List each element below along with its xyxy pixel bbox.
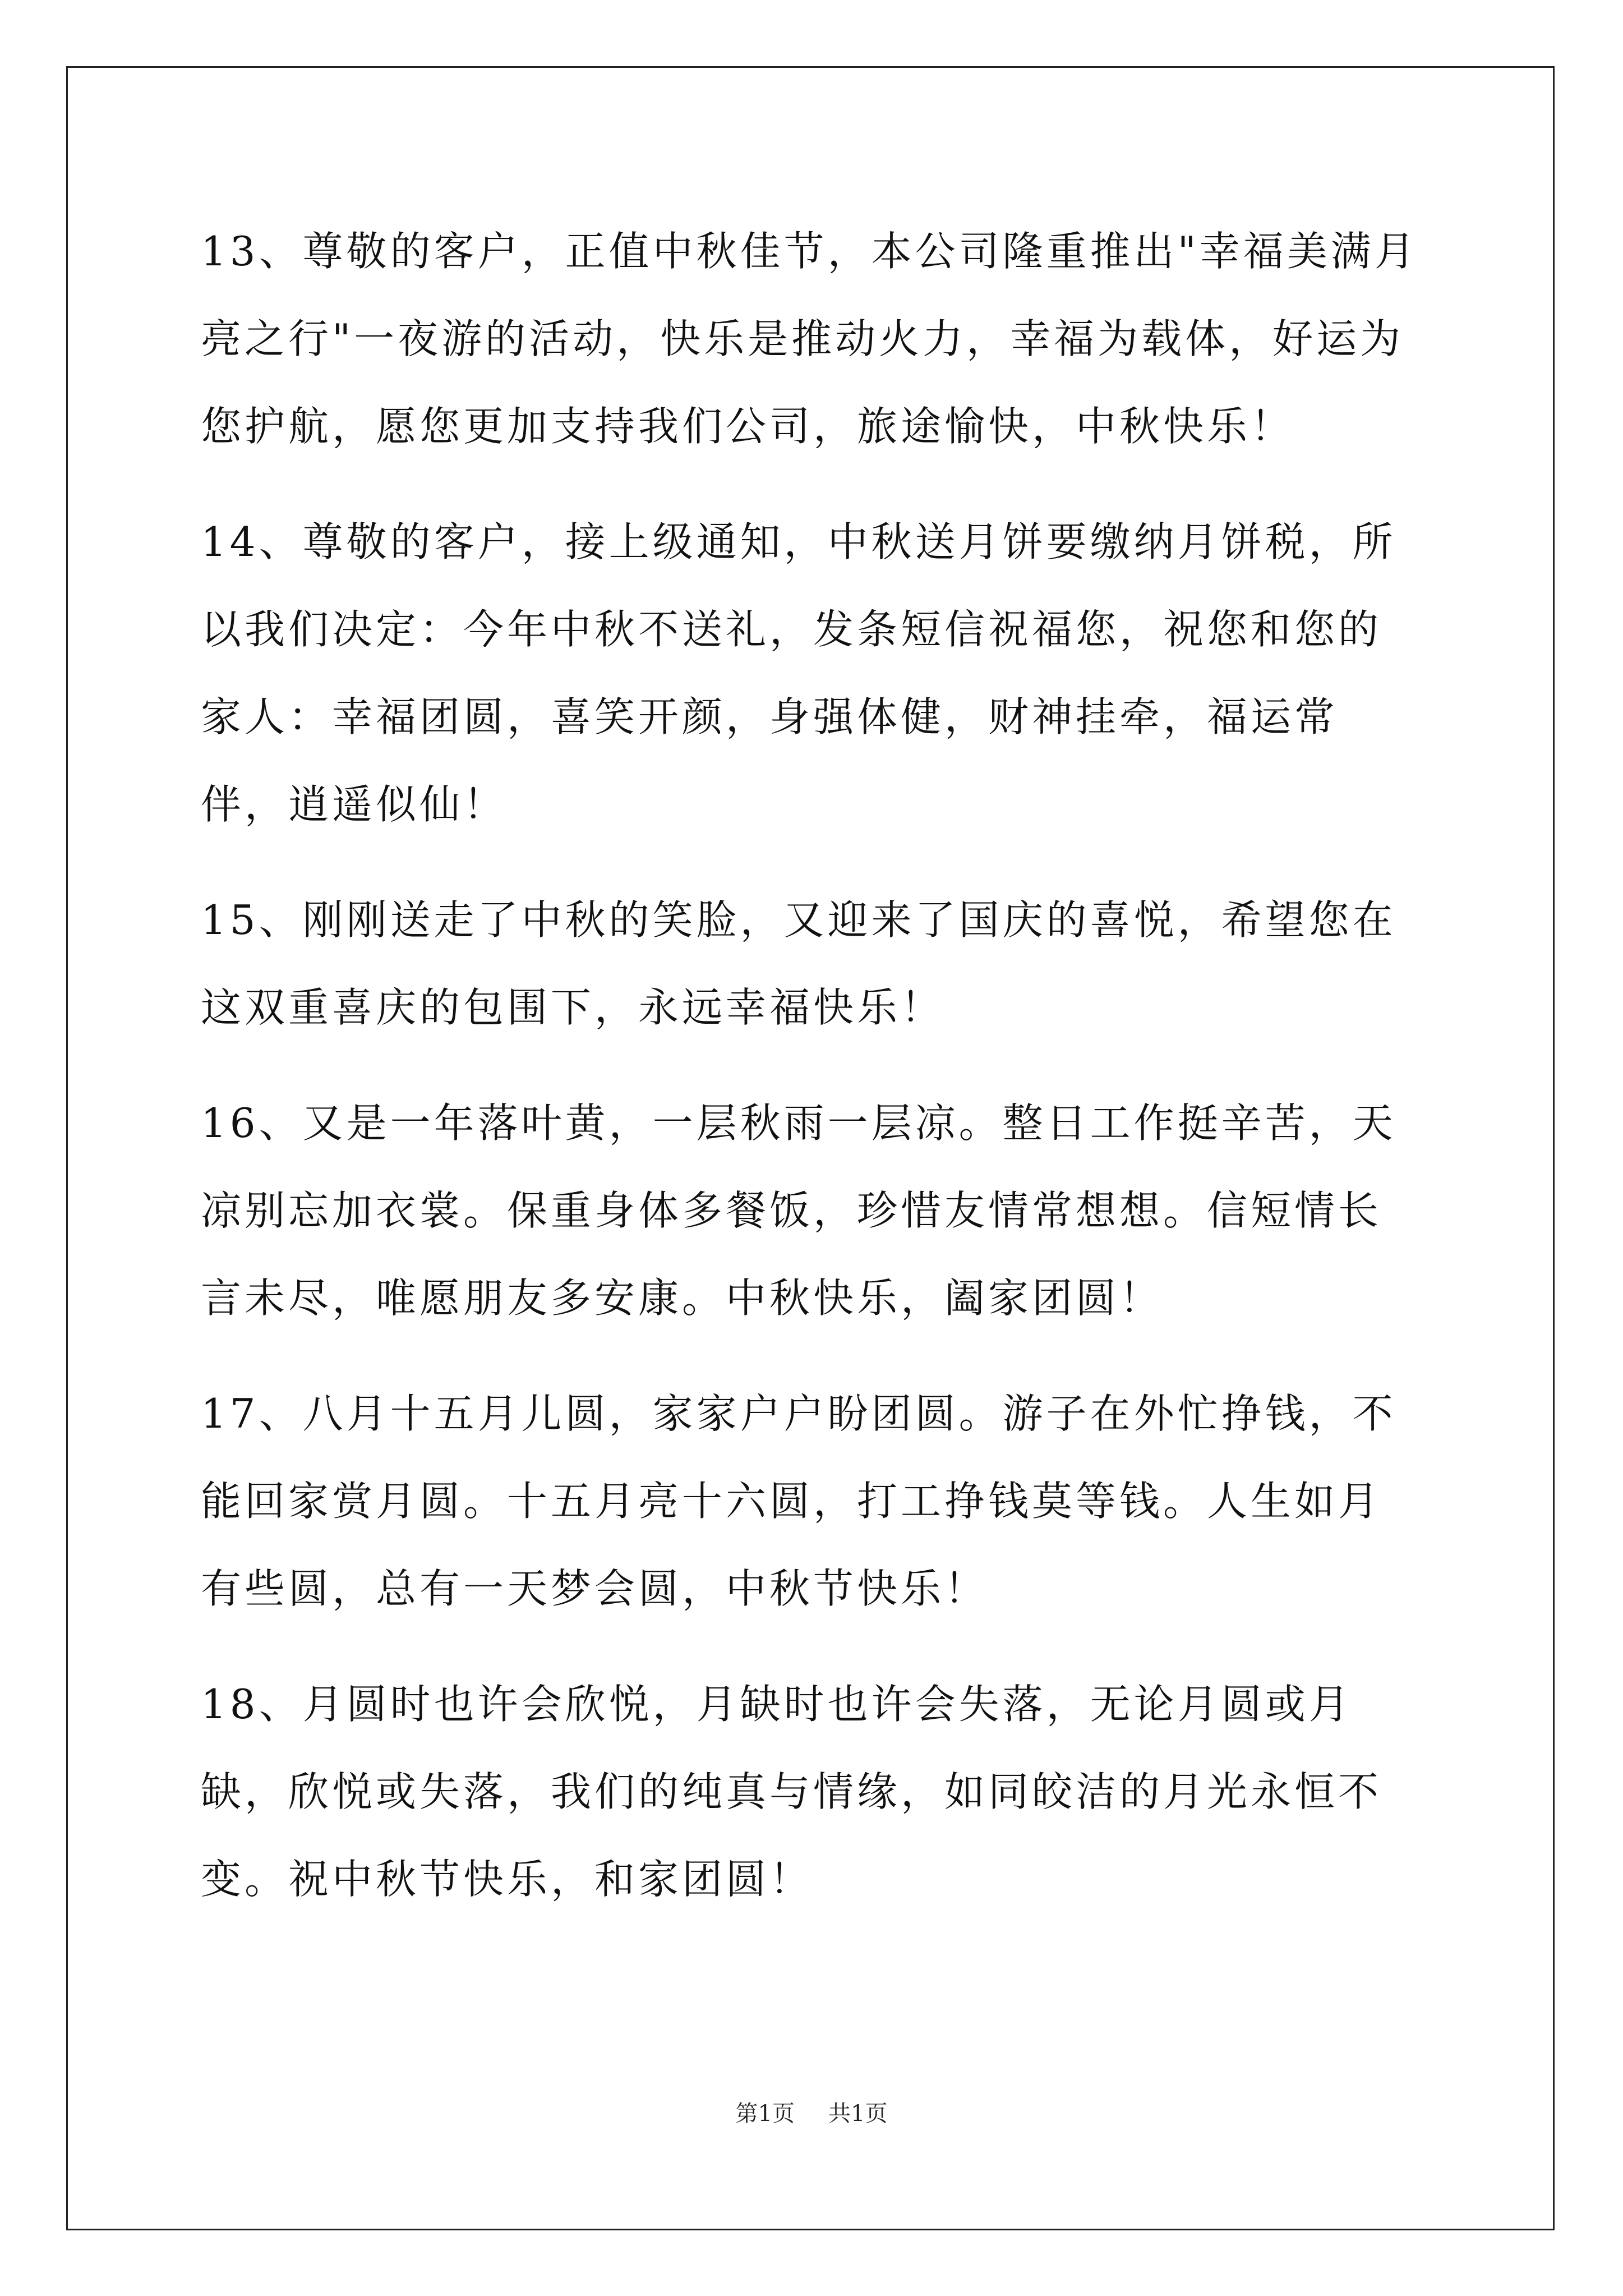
page-number-current: 第1页 [735,2101,795,2127]
paragraph-14: 14、尊敬的客户，接上级通知，中秋送月饼要缴纳月饼税，所以我们决定：今年中秋不送礼，发条短信祝福您，祝您和您的家人：幸福团圆，喜笑开颜，身强体健，财神挂牵，福运常伴，逍遥似仙！ [201,518,1396,828]
page-number-total: 共1页 [828,2101,888,2127]
paragraph-15: 15、刚刚送走了中秋的笑脸，又迎来了国庆的喜悦，希望您在这双重喜庆的包围下，永远幸福快乐！ [201,896,1396,1031]
page-footer [0,2098,1623,2129]
paragraph-18: 18、月圆时也许会欣悦，月缺时也许会失落，无论月圆或月缺，欣悦或失落，我们的纯真与情缘，如同皎洁的月光永恒不变。祝中秋节快乐，和家团圆！ [201,1681,1382,1903]
paragraph-16: 16、又是一年落叶黄，一层秋雨一层凉。整日工作挺辛苦，天凉别忘加衣裳。保重身体多餐饭，珍惜友情常想想。信短情长言未尽，唯愿朋友多安康。中秋快乐，阖家团圆！ [201,1099,1396,1322]
paragraph-17: 17、八月十五月儿圆，家家户户盼团圆。游子在外忙挣钱，不能回家赏月圆。十五月亮十六圆，打工挣钱莫等钱。人生如月有些圆，总有一天梦会圆，中秋节快乐！ [201,1390,1396,1612]
paragraph-13: 13、尊敬的客户，正值中秋佳节，本公司隆重推出"幸福美满月亮之行"一夜游的活动，快乐是推动火力，幸福为载体，好运为您护航，愿您更加支持我们公司，旅途愉快，中秋快乐！ [201,228,1418,450]
document-body [201,208,1423,1951]
